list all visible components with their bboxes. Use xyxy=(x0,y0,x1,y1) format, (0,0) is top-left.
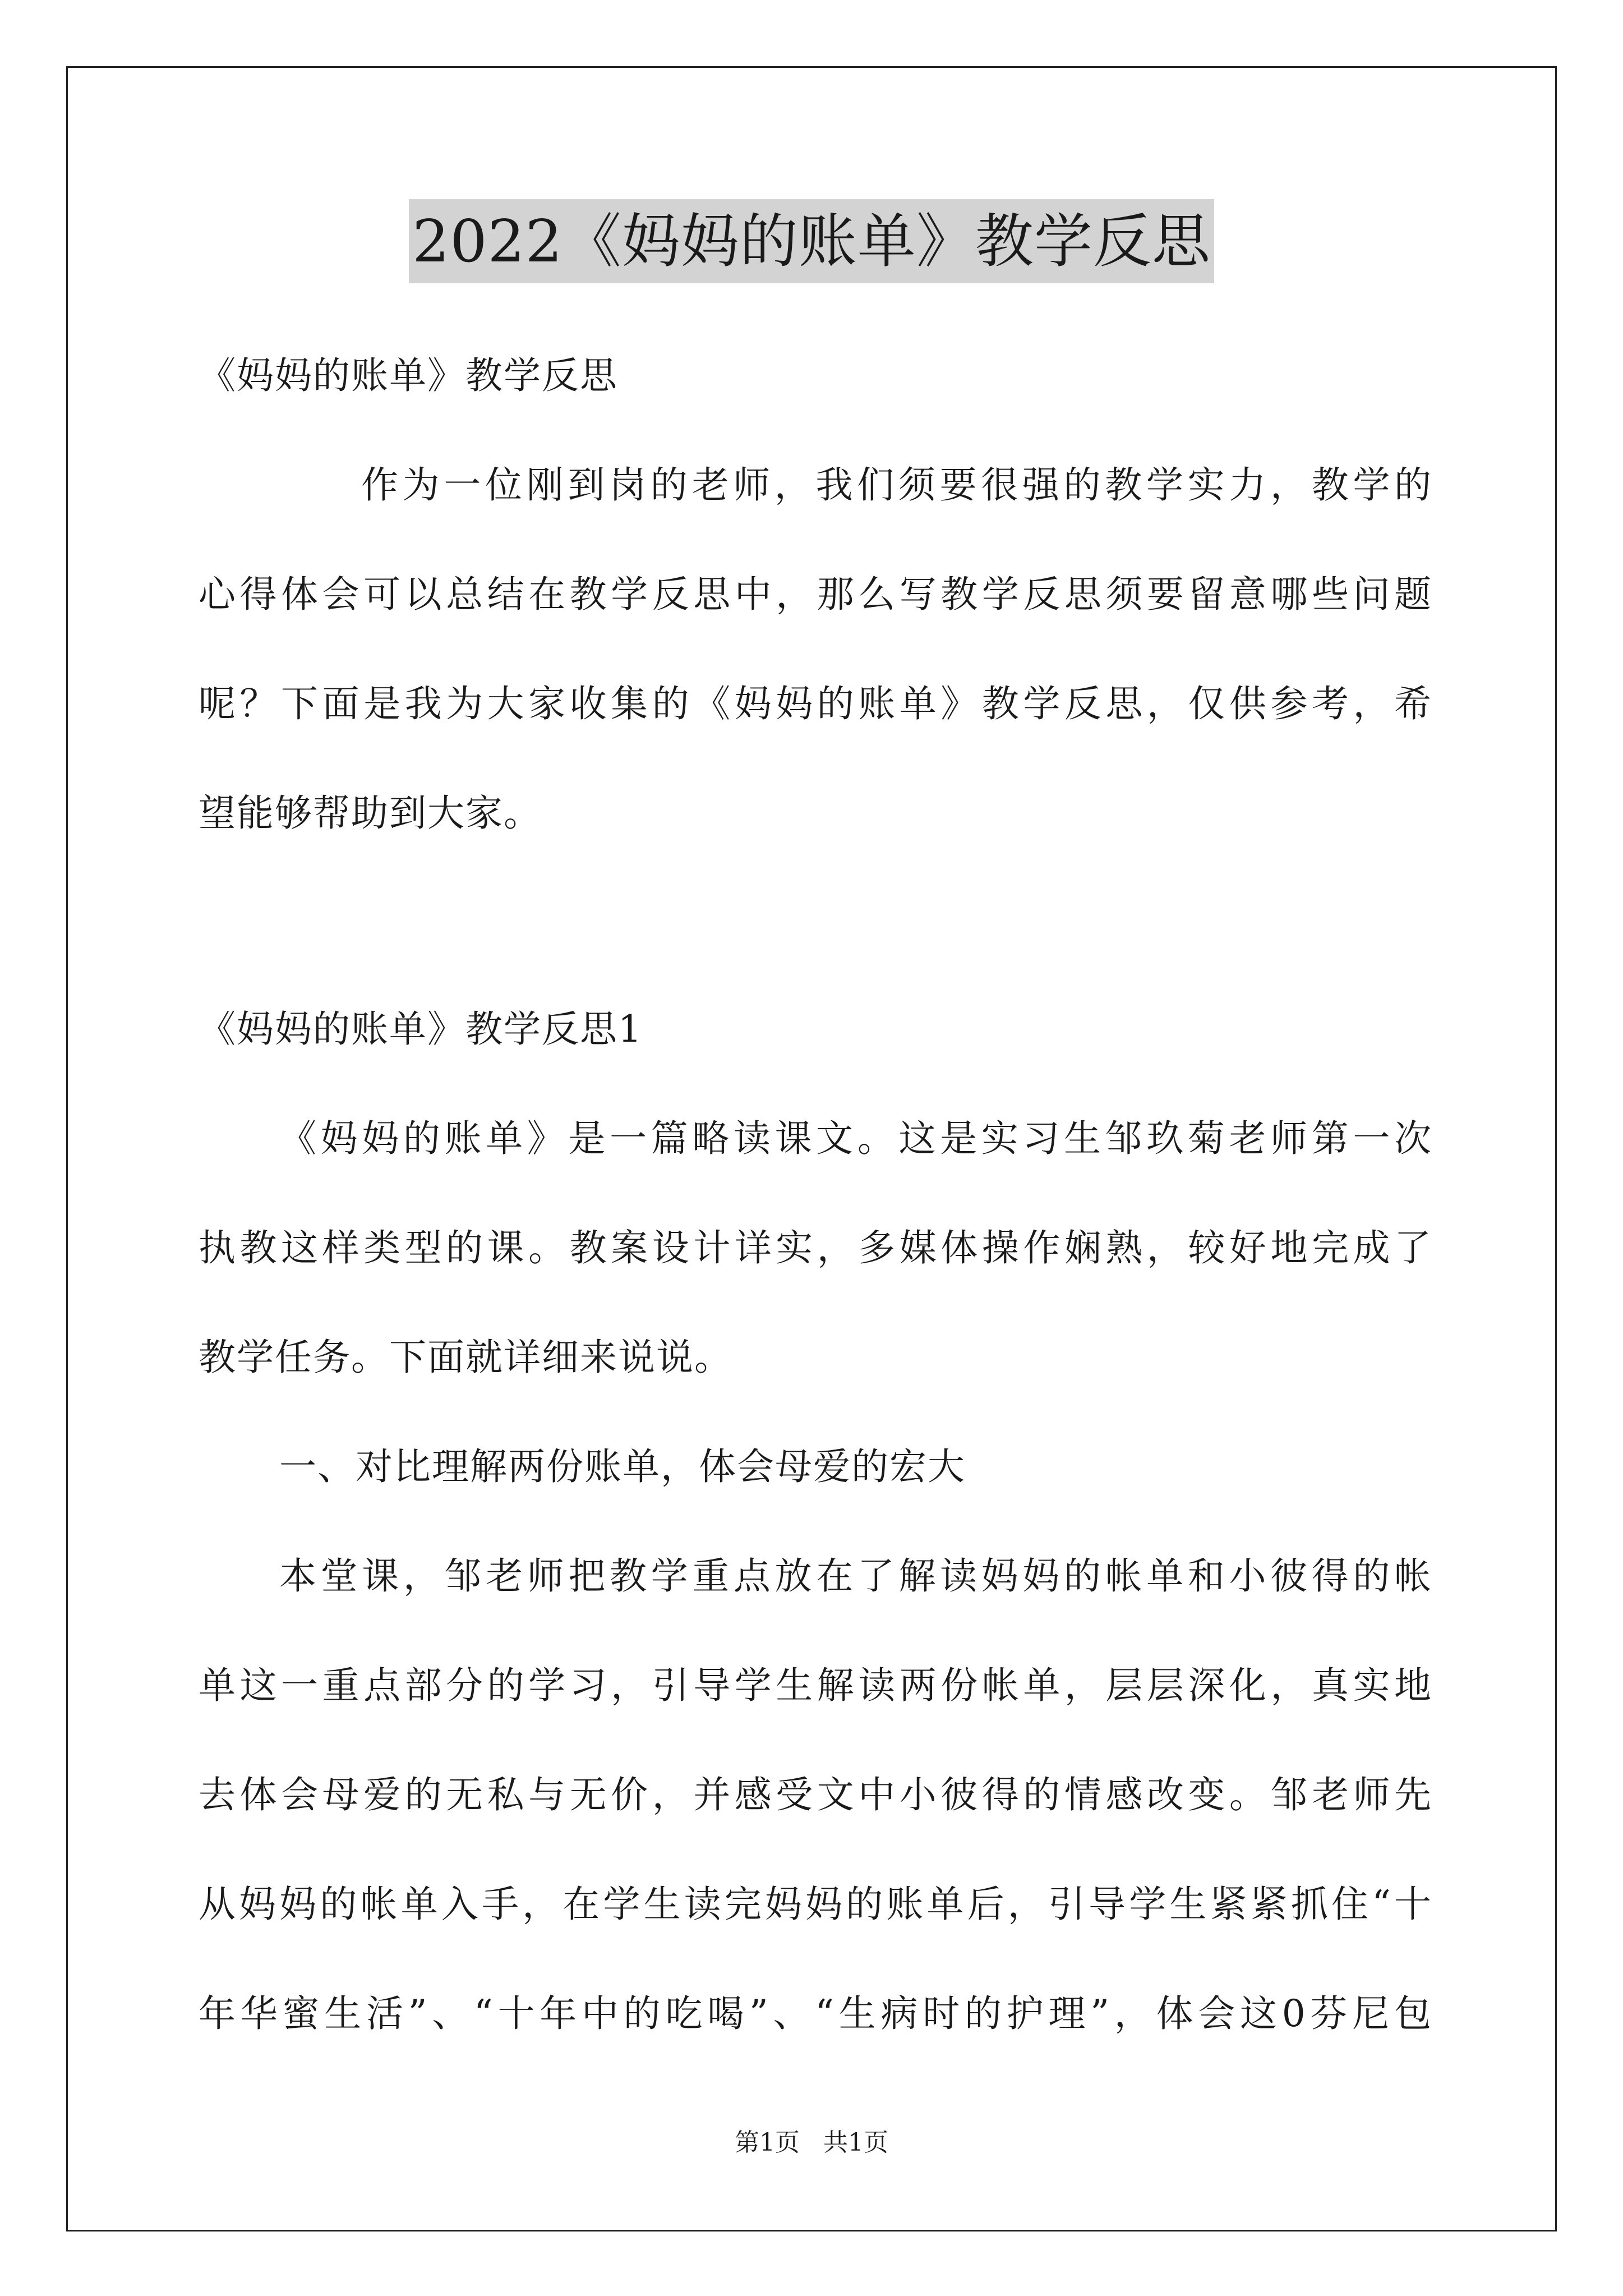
paragraph-line: 单这一重点部分的学习，引导学生解读两份帐单，层层深化，真实地 xyxy=(199,1664,1432,1707)
paragraph-line: 呢？下面是我为大家收集的《妈妈的账单》教学反思，仅供参考，希 xyxy=(199,682,1432,725)
subtitle-line: 《妈妈的账单》教学反思 xyxy=(199,354,618,397)
page-number: 第1页 xyxy=(735,2128,800,2157)
paragraph-line: 执教这样类型的课。教案设计详实，多媒体操作娴熟，较好地完成了 xyxy=(199,1226,1432,1269)
paragraph-line: 《妈妈的账单》是一篇略读课文。这是实习生邹玖菊老师第一次 xyxy=(279,1117,1432,1160)
paragraph-line: 教学任务。下面就详细来说说。 xyxy=(199,1336,732,1379)
section-heading: 《妈妈的账单》教学反思1 xyxy=(199,1007,643,1051)
paragraph-line: 作为一位刚到岗的老师，我们须要很强的教学实力，教学的 xyxy=(361,463,1432,507)
paragraph-line: 本堂课，邹老师把教学重点放在了解读妈妈的帐单和小彼得的帐 xyxy=(279,1554,1432,1598)
subsection-heading: 一、对比理解两份账单，体会母爱的宏大 xyxy=(279,1445,966,1488)
document-title: 2022《妈妈的账单》教学反思 xyxy=(409,199,1214,283)
title-container xyxy=(0,199,1623,283)
paragraph-line: 心得体会可以总结在教学反思中，那么写教学反思须要留意哪些问题 xyxy=(199,573,1432,616)
page-footer xyxy=(0,2126,1623,2160)
paragraph-line: 从妈妈的帐单入手，在学生读完妈妈的账单后，引导学生紧紧抓住“十 xyxy=(199,1883,1432,1926)
paragraph-line: 去体会母爱的无私与无价，并感受文中小彼得的情感改变。邹老师先 xyxy=(199,1773,1432,1816)
page-total: 共1页 xyxy=(823,2128,888,2157)
paragraph-line: 年华蜜生活”、“十年中的吃喝”、“生病时的护理”，体会这0芬尼包 xyxy=(199,1992,1432,2035)
paragraph-line: 望能够帮助到大家。 xyxy=(199,792,542,835)
